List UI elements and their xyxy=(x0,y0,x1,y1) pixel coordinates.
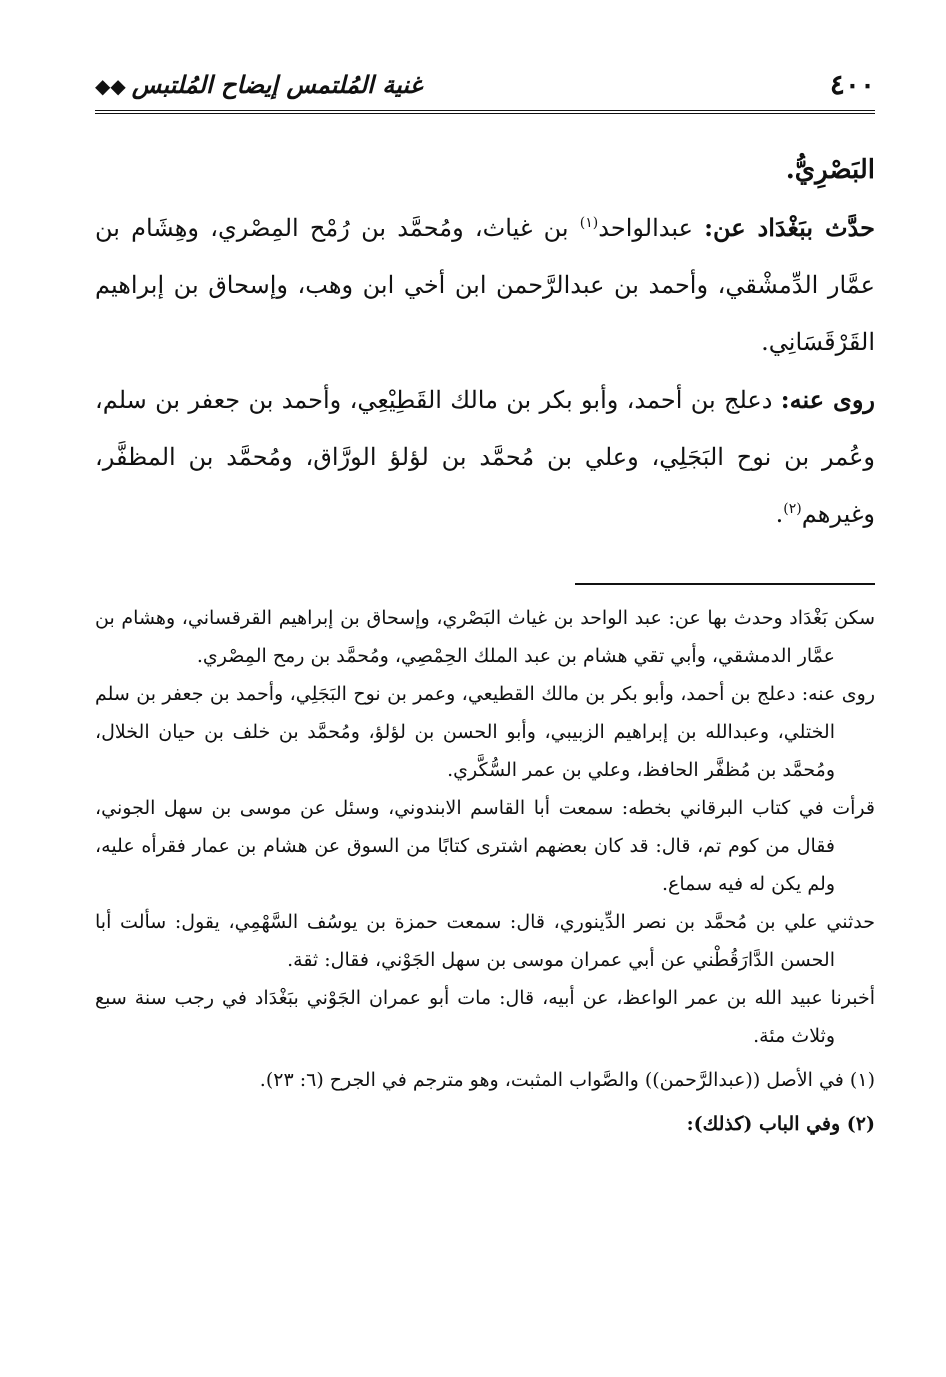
running-title-text: غنية المُلتمس إيضاح المُلتبس xyxy=(131,70,423,99)
footnote-separator xyxy=(575,583,875,585)
note-paragraph: روى عنه: دعلج بن أحمد، وأبو بكر بن مالك القطيعي، وعمر بن نوح البَجَلِي، وأحمد بن جعفر بن سلم الختلي، وعبدالله بن إبراهيم الزبيبي، وأبو الحسن بن لؤلؤ، ومُحمَّد بن خلف بن حيان الخلال، ومُحمَّد بن مُظفَّر الحافظ، وعلي بن عمر السُّكَّري. xyxy=(95,683,875,781)
note-paragraph: حدثني علي بن مُحمَّد بن نصر الدِّينوري، قال: سمعت حمزة بن يوسُف السَّهْمِي، يقول: سألت أبا الحسن الدَّارَقُطْني عن أبي عمران موسى بن سهل الجَوْني، فقال: ثقة. xyxy=(95,911,875,971)
footnote-2: (٢) وفي الباب (كذلك): xyxy=(686,1113,875,1135)
running-header xyxy=(95,60,875,114)
running-title xyxy=(95,70,422,99)
note-paragraph: سكن بَغْدَاد وحدث بها عن: عبد الواحد بن غياث البَصْري، وإسحاق بن إبراهيم القرقساني، وهشام بن عمَّار الدمشقي، وأبي تقي هشام بن عبد الملك الحِمْصِي، ومُحمَّد بن رمح المِصْري. xyxy=(95,607,875,667)
note-paragraph: قرأت في كتاب البرقاني بخطه: سمعت أبا القاسم الابندوني، وسئل عن موسى بن سهل الجوني، فقال من كوم تم، قال: قد كان بعضهم اشترى كتابًا من السوق عن هشام بن عمار فقرأه عليه، ولم يكن له فيه سماع. xyxy=(95,797,875,895)
paragraph-lead: روى عنه: xyxy=(780,385,876,414)
footnote-ref: (١) xyxy=(579,215,599,231)
page-number: ٤٠٠ xyxy=(829,68,875,101)
paragraph-text: بن غياث، ومُحمَّد بن رُمْح المِصْري، وهِشَام بن عمَّار الدِّمشْقي، وأحمد بن عبدالرَّحمن ابن أخي ابن وهب، وإسحاق بن إبراهيم القَرْقَسَانِي. xyxy=(95,214,875,356)
paragraph-lead: حدَّث ببَغْدَاد عن: xyxy=(704,213,875,242)
note-paragraph: أخبرنا عبيد الله بن عمر الواعظ، عن أبيه، قال: مات أبو عمران الجَوْني ببَغْدَاد في رجب سنة سبع وثلاث مئة. xyxy=(95,987,875,1047)
continued-line: البَصْرِيُّ. xyxy=(785,155,875,185)
paragraph-narrated-by xyxy=(95,371,875,543)
paragraph-narrated-from xyxy=(95,199,875,371)
paragraph-text: دعلج بن أحمد، وأبو بكر بن مالك القَطِيْعِي، وأحمد بن جعفر بن سلم، وعُمر بن نوح البَجَلِي، وعلي بن مُحمَّد بن لؤلؤ الورَّاق، ومُحمَّد بن المظفَّر، وغيرهم xyxy=(95,386,875,528)
footnotes xyxy=(95,599,875,1143)
footnote-1: (١) في الأصل ((عبدالرَّحمن)) والصَّواب المثبت، وهو مترجم في الجرح (٦: ٢٣). xyxy=(259,1069,875,1091)
diamond-ornament-icon: ◆◆ xyxy=(95,74,126,98)
paragraph-text: عبدالواحد xyxy=(598,214,705,242)
main-text xyxy=(95,142,875,543)
footnote-ref: (٢) xyxy=(783,501,802,517)
book-page xyxy=(95,60,875,1360)
paragraph-end: . xyxy=(775,500,784,528)
